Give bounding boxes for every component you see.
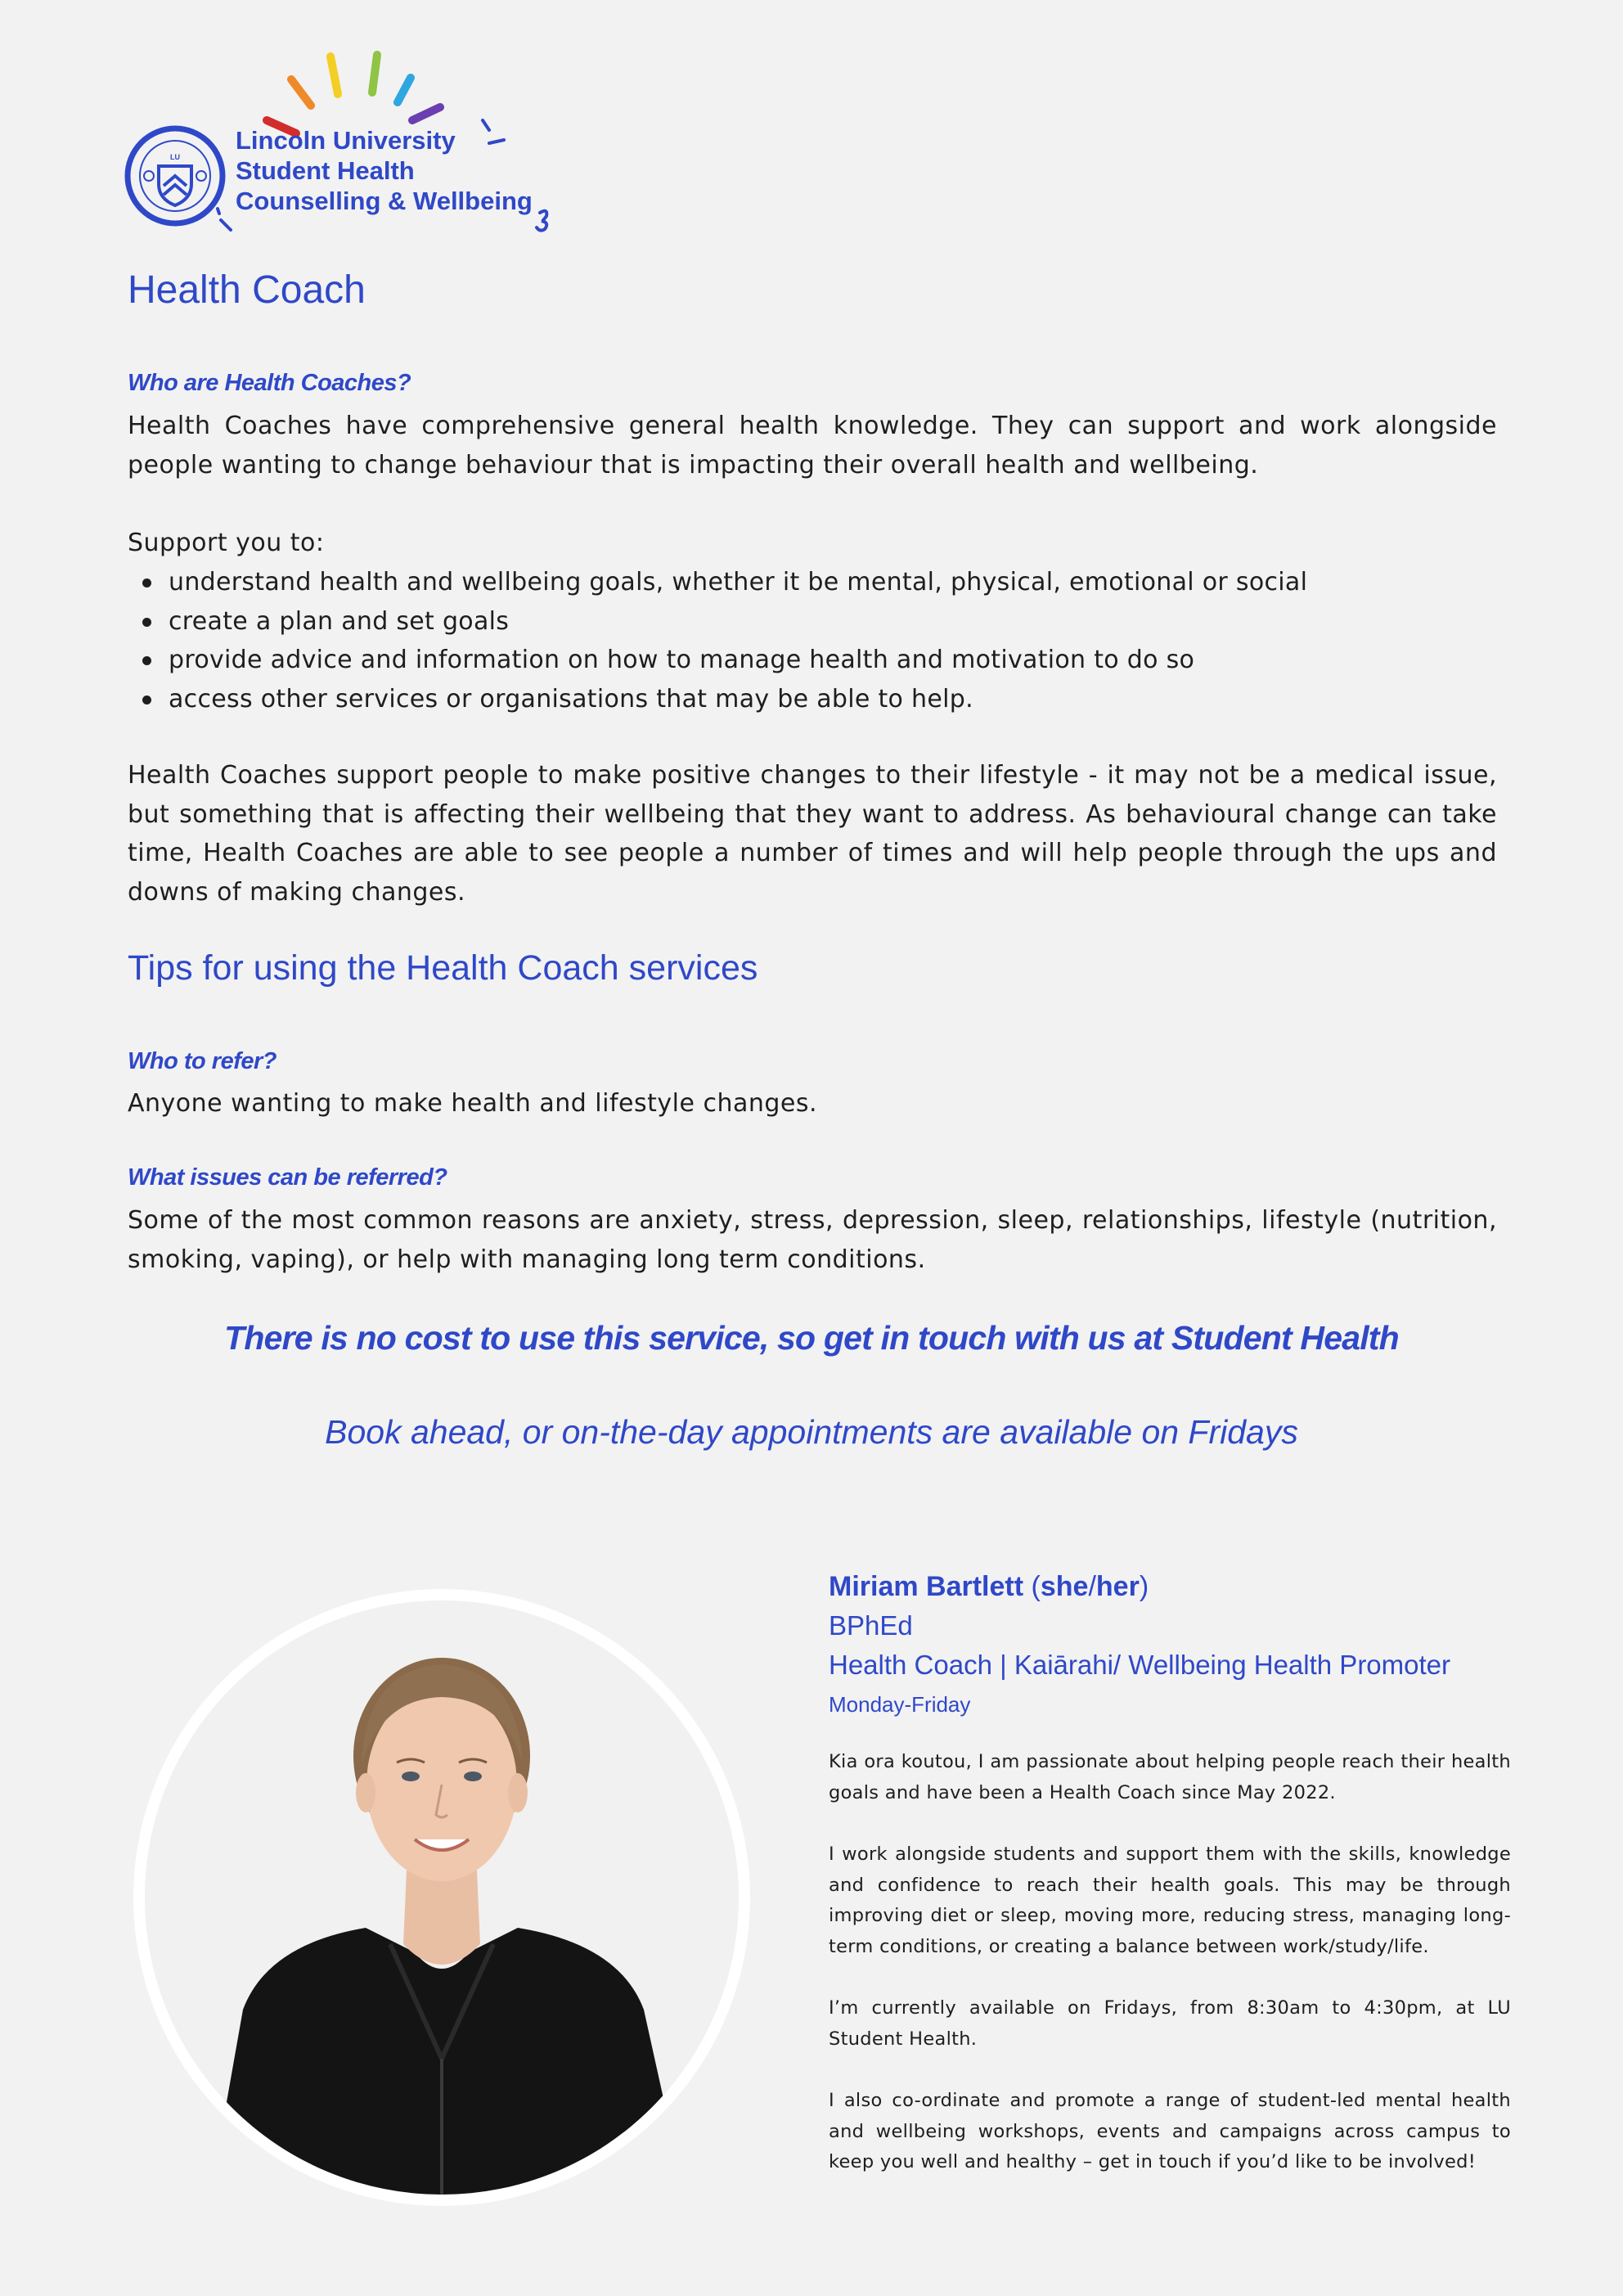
profile-paragraph: I’m currently available on Fridays, from 8:30am to 4:30pm, at LU Student Health. xyxy=(829,1997,1511,2050)
pronoun-slash: / xyxy=(1088,1571,1096,1602)
list-item: provide advice and information on how to manage health and motivation to do so xyxy=(169,641,1307,680)
profile-paragraph: I work alongside students and support them with the skills, knowledge and confidence to reach their health goals. This may be through improving diet or sleep, moving more, reducing stress, managing long-term conditions, or creating a balance between work/study/life. xyxy=(829,1844,1511,1957)
university-logo xyxy=(123,45,564,241)
list-item: understand health and wellbeing goals, whether it be mental, physical, emotional or social xyxy=(169,563,1307,602)
who-are-health-coaches-heading: Who are Health Coaches? xyxy=(128,370,411,396)
pronoun-close: ) xyxy=(1139,1571,1149,1602)
profile-qualification: BPhEd xyxy=(829,1610,913,1641)
list-item: create a plan and set goals xyxy=(169,602,1307,642)
who-to-refer-heading: Who to refer? xyxy=(128,1048,276,1074)
pronoun-1: she xyxy=(1040,1571,1089,1602)
page-title: Health Coach xyxy=(128,268,366,312)
profile-name: Miriam Bartlett xyxy=(829,1571,1024,1602)
profile-paragraph: I also co-ordinate and promote a range of student-led mental health and wellbeing workshops, events and campaigns across campus to keep you well and healthy – get in touch if you’d like to be involved! xyxy=(829,2090,1511,2172)
who-to-refer-text: Anyone wanting to make health and lifestyle changes. xyxy=(128,1089,818,1118)
logo-line-3: Counselling & Wellbeing xyxy=(236,187,533,215)
logo-line-1: Lincoln University xyxy=(236,126,456,155)
pronoun-2: her xyxy=(1095,1571,1140,1602)
profile-role: Health Coach | Kaiārahi/ Wellbeing Health Promoter xyxy=(829,1650,1451,1680)
badge-text: LU xyxy=(170,153,180,161)
support-list xyxy=(128,563,1307,718)
tips-heading: Tips for using the Health Coach services xyxy=(128,948,758,988)
profile-card xyxy=(829,1567,1511,2178)
closing-paragraph: Health Coaches support people to make positive changes to their lifestyle - it may not be a medical issue, but something that is affecting their wellbeing that they want to address. As behavioural change can take time, Health Coaches are able to see people a number of times and will help people through the ups and downs of making changes. xyxy=(128,761,1497,907)
support-label: Support you to: xyxy=(128,529,325,557)
profile-days: Monday-Friday xyxy=(829,1692,971,1717)
issues-heading: What issues can be referred? xyxy=(128,1164,447,1191)
appointments-callout: Book ahead, or on-the-day appointments are available on Fridays xyxy=(325,1413,1298,1451)
no-cost-callout: There is no cost to use this service, so get in touch with us at Student Health xyxy=(224,1319,1399,1357)
profile-name-line xyxy=(829,1567,1511,1606)
profile-paragraph: Kia ora koutou, I am passionate about helping people reach their health goals and have been a Health Coach since May 2022. xyxy=(829,1751,1511,1803)
logo-line-2: Student Health xyxy=(236,156,415,185)
pronoun-open: ( xyxy=(1023,1571,1041,1602)
profile-photo-frame xyxy=(133,1589,750,2206)
issues-text: Some of the most common reasons are anxiety, stress, depression, sleep, relationships, lifestyle (nutrition, smoking, vaping), or help with managing long term conditions. xyxy=(128,1206,1497,1274)
profile-photo xyxy=(145,1600,739,2195)
intro-paragraph: Health Coaches have comprehensive general health knowledge. They can support and work alongside people wanting to change behaviour that is impacting their overall health and wellbeing. xyxy=(128,412,1497,479)
list-item: access other services or organisations that may be able to help. xyxy=(169,680,1307,719)
logo-wordmark xyxy=(236,125,533,216)
portrait-illustration xyxy=(145,1600,739,2195)
